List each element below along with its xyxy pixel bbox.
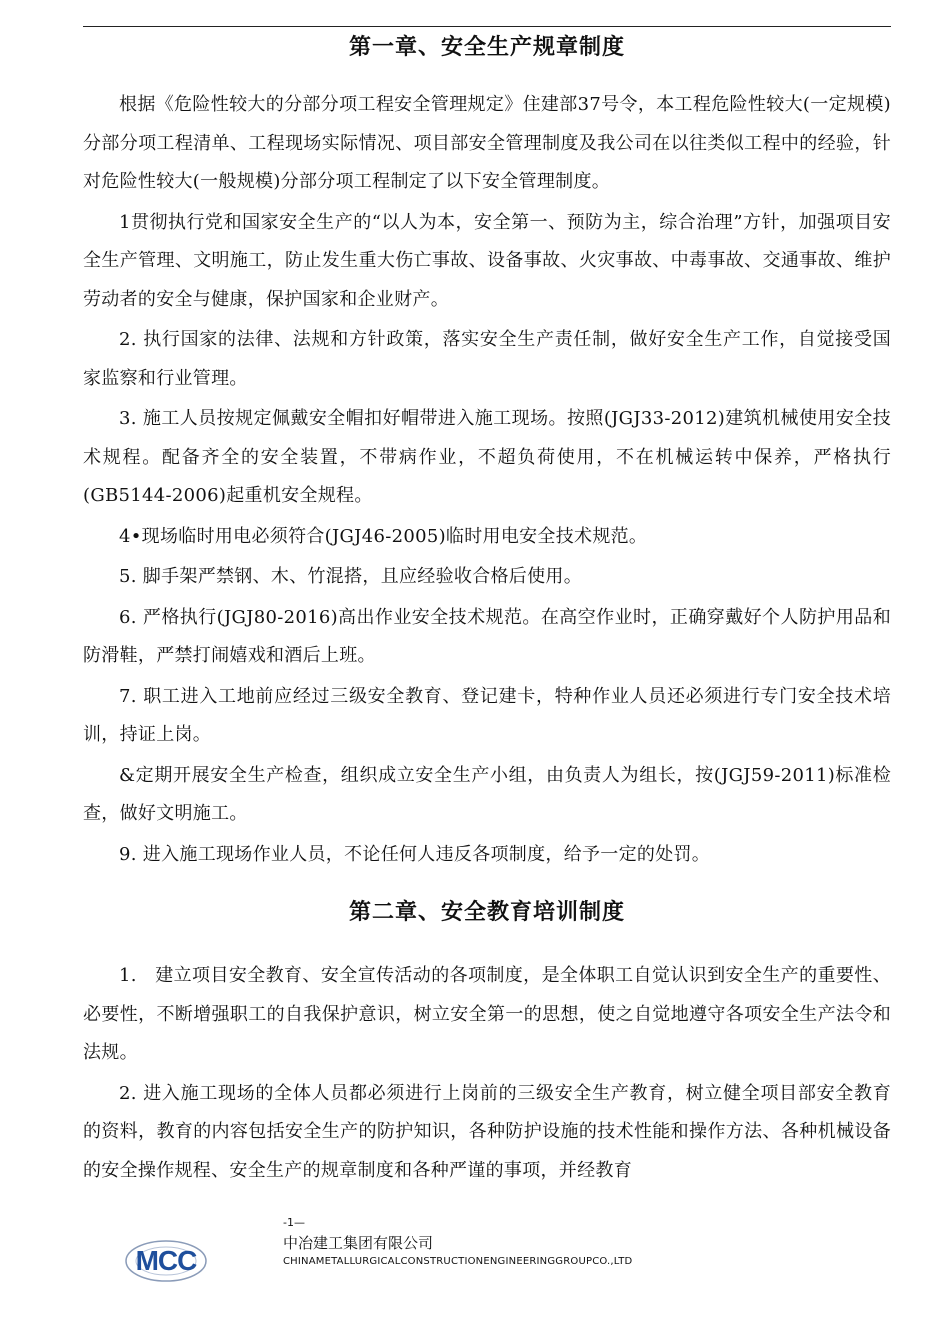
chapter2-title: 第二章、安全教育培训制度 [348,900,625,925]
logo-text: MCC [135,1245,197,1276]
company-name-cn: 中冶建工集团有限公司 [283,1234,434,1252]
chapter1-paragraph: 5. 脚手架严禁钢、木、竹混搭，且应经验收合格后使用。 [119,566,582,587]
chapter1-paragraph: &定期开展安全生产检查，组织成立安全生产小组，由负责人为组长，按(JGJ59-2011)标准检查，做好文明施工。 [83,764,891,824]
chapter2-body [83,957,891,1190]
top-rule [83,26,891,27]
chapter1-paragraph: 7. 职工进入工地前应经过三级安全教育、登记建卡，特种作业人员还必须进行专门安全技术培训，持证上岗。 [83,685,891,745]
chapter1-paragraph: 9. 进入施工现场作业人员，不论任何人违反各项制度，给予一定的处罚。 [119,843,711,865]
chapter1-body [83,86,891,874]
chapter1-paragraph: 4•现场临时用电必须符合(JGJ46-2005)临时用电安全技术规范。 [119,525,648,547]
page-number: -1— [283,1216,305,1229]
chapter2-paragraph: 2. 进入施工现场的全体人员都必须进行上岗前的三级安全生产教育，树立健全项目部安全教育的资料，教育的内容包括安全生产的防护知识，各种防护设施的技术性能和操作方法、各种机械设备的安全操作规程、安全生产的规章制度和各种严谨的事项，并经教育 [83,1082,891,1181]
chapter1-paragraph: 2. 执行国家的法律、法规和方针政策，落实安全生产责任制，做好安全生产工作，自觉接受国家监察和行业管理。 [83,329,891,389]
chapter1-paragraph: 根据《危险性较大的分部分项工程安全管理规定》住建部37号令，本工程危险性较大(一定规模)分部分项工程清单、工程现场实际情况、项目部安全管理制度及我公司在以往类似工程中的经验，针对危险性较大(一般规模)分部分项工程制定了以下安全管理制度。 [83,94,891,192]
mcc-logo-icon [118,1237,214,1285]
chapter1-paragraph: 6. 严格执行(JGJ80-2016)高出作业安全技术规范。在高空作业时，正确穿戴好个人防护用品和防滑鞋，严禁打闹嬉戏和酒后上班。 [83,606,891,666]
chapter1-paragraph: 3. 施工人员按规定佩戴安全帽扣好帽带进入施工现场。按照(JGJ33-2012)建筑机械使用安全技术规程。配备齐全的安全装置，不带病作业，不超负荷使用，不在机械运转中保养，严格执行(GB5144-2006)起重机安全规程。 [83,408,891,506]
company-name-en: CHINAMETALLURGICALCONSTRUCTIONENGINEERINGGROUPCO.,LTD [283,1256,633,1267]
chapter1-paragraph: 1贯彻执行党和国家安全生产的“以人为本，安全第一、预防为主，综合治理”方针，加强项目安全生产管理、文明施工，防止发生重大伤亡事故、设备事故、火灾事故、中毒事故、交通事故、维护劳动者的安全与健康，保护国家和企业财产。 [83,211,891,310]
chapter2-paragraph: 1. 建立项目安全教育、安全宣传活动的各项制度，是全体职工自觉认识到安全生产的重要性、必要性，不断增强职工的自我保护意识，树立安全第一的思想，使之自觉地遵守各项安全生产法令和法规。 [83,965,891,1063]
chapter1-title: 第一章、安全生产规章制度 [348,35,625,60]
